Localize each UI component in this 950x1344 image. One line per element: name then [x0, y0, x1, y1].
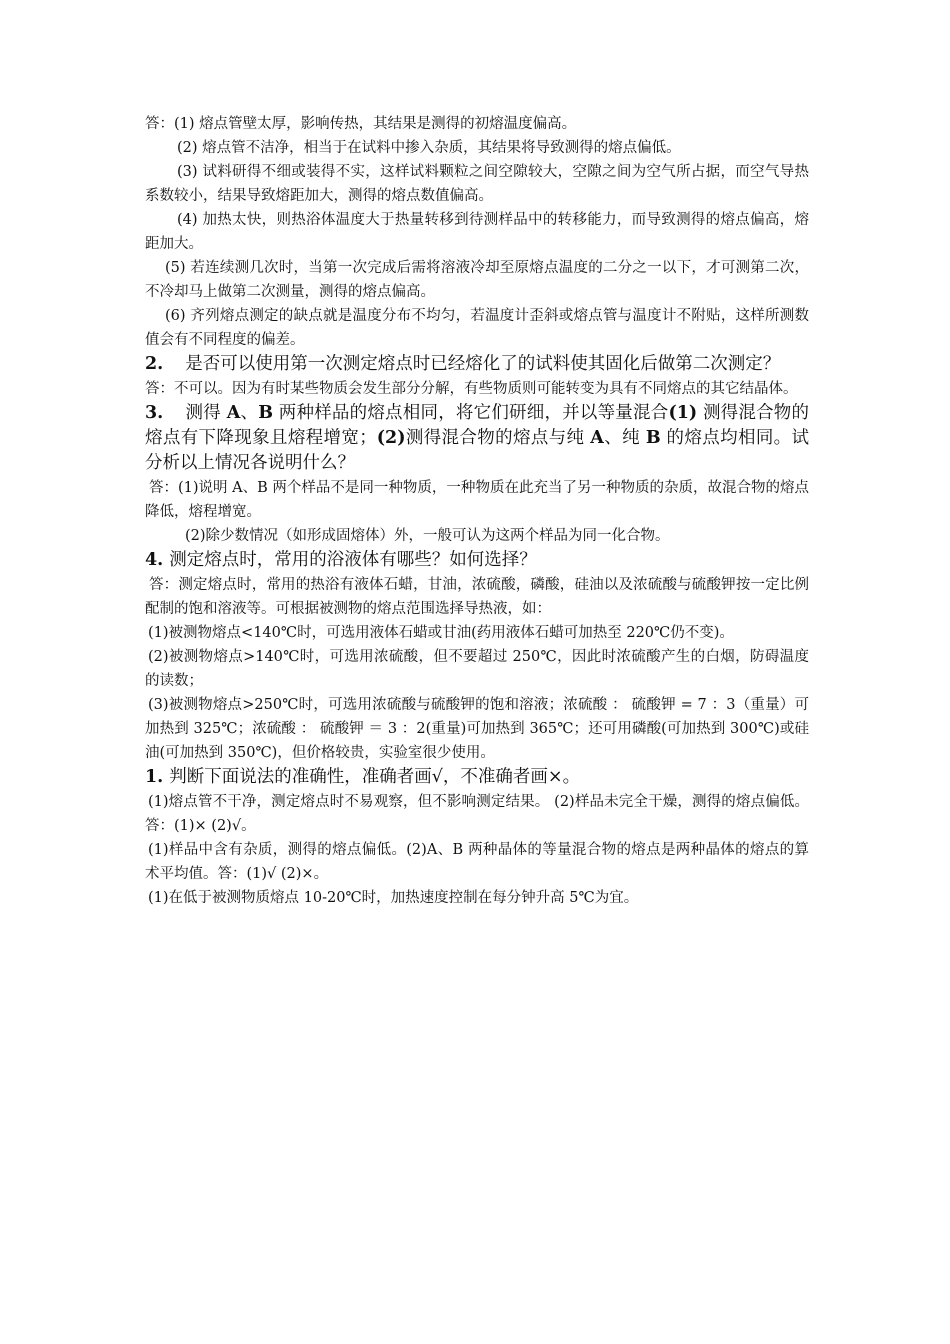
q1-answer-line-4: (4) 加热太快，则热浴体温度大于热量转移到待测样品中的转移能力，而导致测得的熔点偏高，熔距加大。	[145, 212, 809, 252]
question-3-bold-b: B	[258, 403, 274, 423]
question-3-bold-2: (2)	[376, 428, 406, 448]
question-3-bold-a2: A	[590, 428, 604, 448]
question-3-text-part: 测得混合物的熔点有下降现象且熔程增宽；	[145, 403, 810, 448]
question-3-answer-1: 答：(1)说明 A、B 两个样品不是同一种物质，一种物质在此充当了另一种物质的杂质，故混合物的熔点降低，熔程增宽。	[145, 480, 809, 520]
document-page	[145, 112, 809, 910]
q1-answer-line-2: (2) 熔点管不洁净，相当于在试料中掺入杂质，其结果将导致测得的熔点偏低。	[177, 140, 681, 156]
q1-answer-line-3: (3) 试料研得不细或装得不实，这样试料颗粒之间空隙较大，空隙之间为空气所占据，而空气导热系数较小，结果导致熔距加大，测得的熔点数值偏高。	[145, 164, 809, 204]
question-3-answer-2: (2)除少数情况（如形成固熔体）外，一般可认为这两个样品为同一化合物。	[185, 528, 670, 544]
question-2-number: 2.	[145, 354, 164, 374]
question-3	[145, 401, 809, 476]
question-4	[145, 548, 809, 573]
question-2	[145, 352, 809, 377]
judge-item-2: (1)样品中含有杂质，测得的熔点偏低。(2)A、B 两种晶体的等量混合物的熔点是两种晶体的熔点的算术平均值。答：(1)√ (2)×。	[145, 842, 809, 882]
q1-answer-line-6: (6) 齐列熔点测定的缺点就是温度分布不均匀，若温度计歪斜或熔点管与温度计不附贴，这样所测数值会有不同程度的偏差。	[145, 308, 809, 348]
q1-answer-line-5: (5) 若连续测几次时，当第一次完成后需将溶液冷却至原熔点温度的二分之一以下，才可测第二次，不冷却马上做第二次测量，测得的熔点偏高。	[145, 260, 809, 300]
question-4-text: 测定熔点时，常用的浴液体有哪些？如何选择？	[169, 550, 537, 570]
question-4-answer: 答：测定熔点时，常用的热浴有液体石蜡，甘油，浓硫酸，磷酸，硅油以及浓硫酸与硫酸钾按一定比例配制的饱和溶液等。可根据被测物的熔点范围选择导热液，如：	[145, 577, 809, 617]
question-3-text-part: 测得	[185, 403, 227, 423]
question-4-number: 4.	[145, 550, 164, 570]
question-3-bold-1: (1)	[668, 403, 698, 423]
question-3-text-part: 、	[240, 403, 259, 423]
question-2-text: 是否可以使用第一次测定熔点时已经熔化了的试料使其固化后做第二次测定？	[185, 354, 781, 374]
question-3-text-part: 测得混合物的熔点与纯	[405, 428, 591, 448]
judge-item-1: (1)熔点管不干净，测定熔点时不易观察，但不影响测定结果。 (2)样品未完全干燥，测得的熔点偏低。答：(1)× (2)√。	[145, 794, 809, 834]
judge-question-number: 1.	[145, 767, 164, 787]
question-3-number: 3.	[145, 403, 164, 423]
judge-item-3: (1)在低于被测物质熔点 10-20℃时，加热速度控制在每分钟升高 5℃为宜。	[148, 890, 639, 906]
judge-question	[145, 765, 809, 790]
q1-answer-line-1: 答：(1) 熔点管壁太厚，影响传热，其结果是测得的初熔温度偏高。	[145, 116, 577, 132]
question-3-text-part: 的熔点均相同。试分析以上情况各说明什么？	[145, 428, 810, 473]
question-3-bold-a: A	[226, 403, 241, 423]
question-3-text-part: 两种样品的熔点相同，将它们研细，并以等量混合	[273, 403, 669, 423]
judge-question-text: 判断下面说法的准确性，准确者画√，不准确者画×。	[169, 767, 581, 787]
question-4-item-3: (3)被测物熔点>250℃时，可选用浓硫酸与硫酸钾的饱和溶液；浓硫酸 ： 硫酸钾 = 7 ：3（重量）可加热到 325℃；浓硫酸 ： 硫酸钾 ＝ 3 ：2(重量)可加热到 365℃；还可用磷酸(可加热到 300℃)或硅油(可加热到 350℃)，但价格较贵，实验室很少使用。	[145, 697, 809, 761]
question-4-item-2: (2)被测物熔点>140℃时，可选用浓硫酸，但不要超过 250℃，因此时浓硫酸产生的白烟，防碍温度的读数；	[145, 649, 809, 689]
question-3-bold-b2: B	[645, 428, 661, 448]
question-2-answer: 答：不可以。因为有时某些物质会发生部分分解，有些物质则可能转变为具有不同熔点的其它结晶体。	[145, 381, 798, 397]
question-4-item-1: (1)被测物熔点<140℃时，可选用液体石蜡或甘油(药用液体石蜡可加热至 220℃仍不变)。	[148, 625, 734, 641]
question-3-text-part: 、纯	[603, 428, 646, 448]
